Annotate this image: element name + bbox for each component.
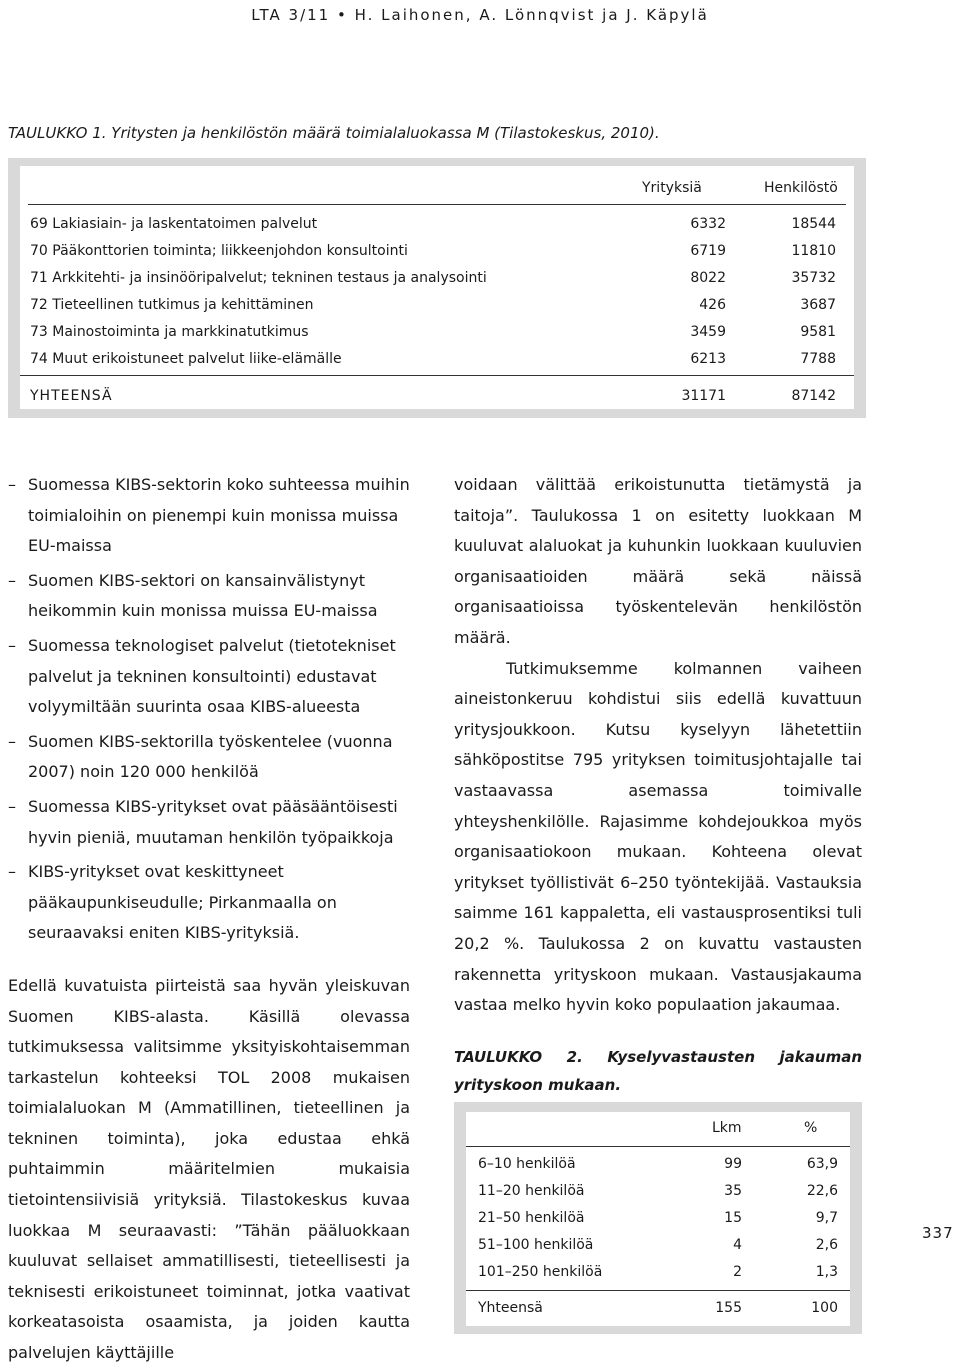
row-personnel: 9581 bbox=[800, 324, 836, 340]
left-paragraph: Edellä kuvatuista piirteistä saa hyvän yleiskuvan Suomen KIBS-alasta. Käsillä olevassa tutkimuksessa valitsimme yksityiskohtaisemman tarkastelun kohteeksi TOL 2008 mukaisen toimialaluokan M (Ammatillinen, tieteellinen ja tekninen toiminta), joka edustaa ehkä puhtaimmin määritelmien mukaisia tietointensiivisiä yrityksiä. Tilastokeskus kuvaa luokkaa M seuraavasti: ”Tähän pääluokkaan kuuluvat sellaiset ammatillisesti, tieteellisesti ja teknisesti erikoistuneet toiminnat, jotka vaativat korkeatasoista osaamista, ja joiden kautta palvelujen käyttäjille bbox=[8, 975, 410, 1363]
table2-caption: TAULUKKO 2. Kyselyvastausten jakauman yrityskoon mukaan. bbox=[454, 1047, 862, 1094]
row-personnel: 35732 bbox=[791, 270, 836, 286]
table-row: 101–250 henkilöä 2 1,3 bbox=[478, 1264, 838, 1280]
table2-body bbox=[466, 1112, 850, 1326]
right-paragraph-1: voidaan välittää erikoistunutta tietämystä ja taitoja”. Taulukossa 1 on esitetty luokkaan M kuuluvat alaluokat ja kuhunkin luokkaan kuuluvien organisaatioiden määrä sekä näissä organisaatioissa työskentelevän henkilöstön määrä. bbox=[454, 475, 862, 647]
table-row: 6–10 henkilöä 99 63,9 bbox=[478, 1156, 838, 1172]
table1-caption: TAULUKKO 1. Yritysten ja henkilöstön määrä toimialaluokassa M (Tilastokeskus, 2010). bbox=[8, 124, 660, 142]
table-row: 21–50 henkilöä 15 9,7 bbox=[478, 1210, 838, 1226]
table-row bbox=[30, 270, 836, 296]
row-companies: 6719 bbox=[690, 243, 726, 259]
right-column bbox=[454, 470, 862, 1099]
table-row bbox=[30, 324, 836, 350]
bullet-item: – Suomen KIBS-sektori on kansainvälistynyt heikommin kuin monissa muissa EU-maissa bbox=[8, 570, 378, 621]
row-companies: 8022 bbox=[690, 270, 726, 286]
bullet-item: – Suomessa KIBS-yritykset ovat pääsääntöisesti hyvin pieniä, muutaman henkilön työpaikkoja bbox=[8, 796, 398, 847]
table1-total-rule bbox=[20, 375, 854, 376]
row-personnel: 11810 bbox=[791, 243, 836, 259]
row-personnel: 3687 bbox=[800, 297, 836, 313]
bullet-item: – Suomessa teknologiset palvelut (tietotekniset palvelut ja tekninen konsultointi) edustavat volyymiltään suurinta osaa KIBS-alueesta bbox=[8, 635, 396, 717]
right-paragraph-2: Tutkimuksemme kolmannen vaiheen aineistonkeruu kohdistui siis edellä kuvattuun yritysjoukkoon. Kutsu kyselyyn lähetettiin sähköpostitse 795 yrityksen toimitusjohtajalle tai vastaavassa asemassa toimivalle yhteyshenkilölle. Rajasimme kohdejoukkoa myös organisaatiokoon mukaan. Kohteena olevat yritykset työllistivät 6–250 työntekijää. Vastauksia saimme 161 kappaletta, eli vastausprosentiksi tuli 20,2 %. Taulukossa 2 on kuvattu vastausten rakennetta yrityskoon mukaan. Vastausjakauma vastaa melko hyvin koko populaation jakaumaa. bbox=[454, 658, 862, 1015]
table-row bbox=[30, 351, 836, 377]
table1-total-row bbox=[30, 388, 836, 414]
row-personnel: 7788 bbox=[800, 351, 836, 367]
row-label: 72 Tieteellinen tutkimus ja kehittäminen bbox=[30, 297, 314, 313]
table2-header-rule bbox=[466, 1146, 850, 1147]
table2 bbox=[454, 1102, 862, 1334]
row-personnel: 18544 bbox=[791, 216, 836, 232]
left-column bbox=[8, 470, 410, 1369]
table-row bbox=[30, 297, 836, 323]
row-label: 74 Muut erikoistuneet palvelut liike-elämälle bbox=[30, 351, 342, 367]
row-label: 73 Mainostoiminta ja markkinatutkimus bbox=[30, 324, 309, 340]
bullet-item: – Suomen KIBS-sektorilla työskentelee (vuonna 2007) noin 120 000 henkilöä bbox=[8, 731, 393, 782]
row-companies: 6332 bbox=[690, 216, 726, 232]
table2-col-count: Lkm bbox=[712, 1120, 742, 1136]
table1-col-companies: Yrityksiä bbox=[642, 180, 702, 196]
row-companies: 6213 bbox=[690, 351, 726, 367]
total-companies: 31171 bbox=[681, 388, 726, 404]
row-label: 70 Pääkonttorien toiminta; liikkeenjohdon konsultointi bbox=[30, 243, 408, 259]
table1-header-rule bbox=[28, 204, 846, 205]
table-row bbox=[30, 216, 836, 242]
table-row: 11–20 henkilöä 35 22,6 bbox=[478, 1183, 838, 1199]
table2-col-percent: % bbox=[804, 1120, 818, 1136]
table1-col-personnel: Henkilöstö bbox=[764, 180, 838, 196]
row-companies: 426 bbox=[699, 297, 726, 313]
total-personnel: 87142 bbox=[791, 388, 836, 404]
table2-total-row: Yhteensä 155 100 bbox=[478, 1300, 838, 1316]
table-row bbox=[30, 243, 836, 269]
table1-body bbox=[20, 166, 854, 409]
row-label: 69 Lakiasiain- ja laskentatoimen palvelut bbox=[30, 216, 318, 232]
bullet-item: – KIBS-yritykset ovat keskittyneet pääkaupunkiseudulle; Pirkanmaalla on seuraavaksi eniten KIBS-yrityksiä. bbox=[8, 862, 337, 943]
running-header: LTA 3/11 • H. Laihonen, A. Lönnqvist ja J. Käpylä bbox=[251, 6, 709, 24]
table1 bbox=[8, 158, 866, 418]
total-label: YHTEENSÄ bbox=[30, 388, 113, 404]
table-row: 51–100 henkilöä 4 2,6 bbox=[478, 1237, 838, 1253]
row-companies: 3459 bbox=[690, 324, 726, 340]
bullet-item: – Suomessa KIBS-sektorin koko suhteessa muihin toimialoihin on pienempi kuin monissa muissa EU-maissa bbox=[8, 475, 410, 556]
page-number: 337 bbox=[922, 1224, 954, 1242]
row-label: 71 Arkkitehti- ja insinööripalvelut; tekninen testaus ja analysointi bbox=[30, 270, 487, 286]
table2-total-rule bbox=[466, 1290, 850, 1291]
